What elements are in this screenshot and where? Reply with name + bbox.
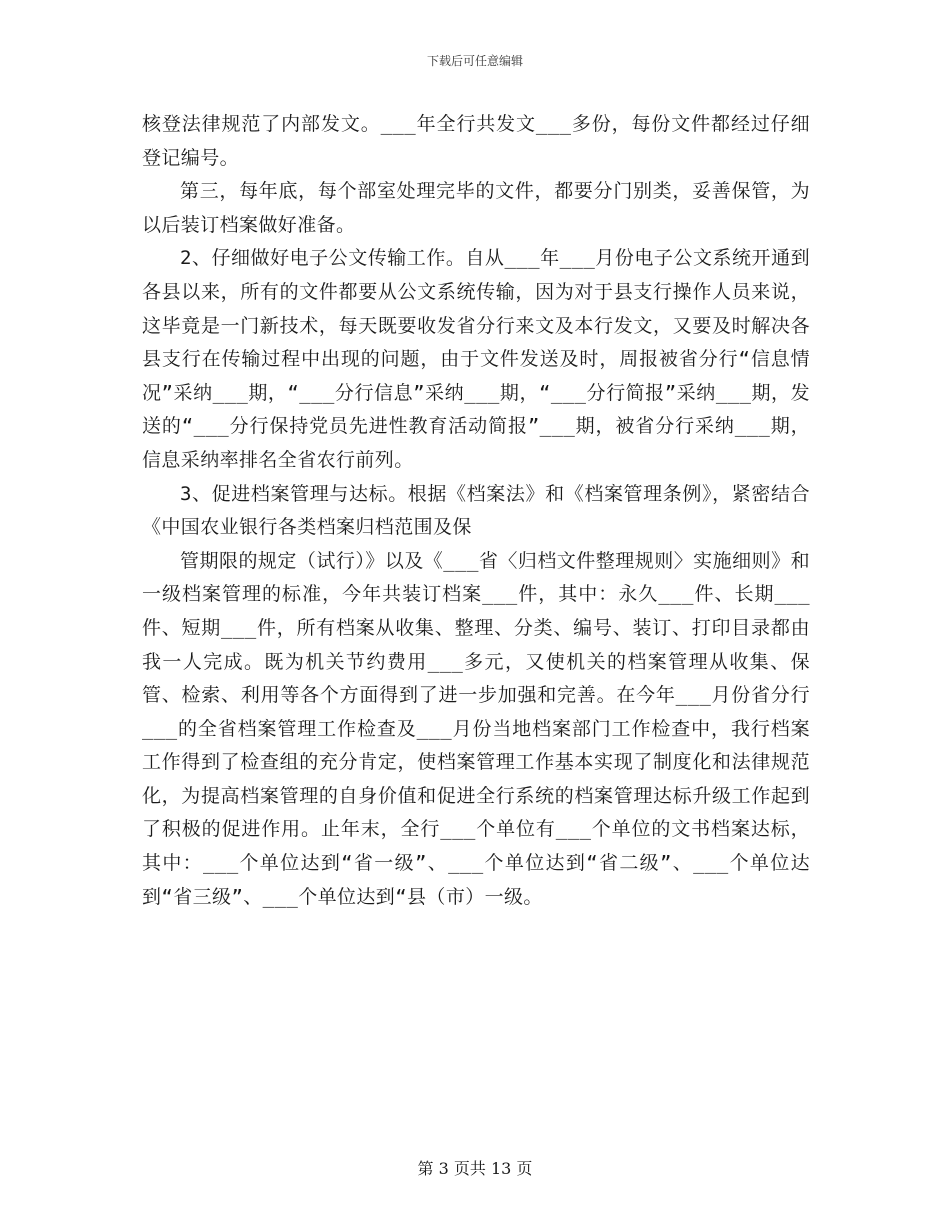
document-body — [142, 108, 810, 914]
paragraph-5: 管期限的规定（试行）》以及《___省〈归档文件整理规则〉实施细则》和一级档案管理的标准，今年共装订档案___件，其中：永久___件、长期___件、短期___件，所有档案从收集、整理、分类、编号、装订、打印目录都由我一人完成。既为机关节约费用___多元，又使机关的档案管理从收集、保管、检索、利用等各个方面得到了进一步加强和完善。在今年___月份省分行___的全省档案管理工作检查及___月份当地档案部门工作检查中，我行档案工作得到了检查组的充分肯定，使档案管理工作基本实现了制度化和法律规范化，为提高档案管理的自身价值和促进全行系统的档案管理达标升级工作起到了积极的促进作用。止年末，全行___个单位有___个单位的文书档案达标，其中：___个单位达到“省一级”、___个单位达到“省二级”、___个单位达到“省三级”、___个单位达到“县（市）一级。 — [142, 549, 810, 908]
page-header: 下载后可任意编辑 — [426, 54, 523, 68]
paragraph-3: 2、仔细做好电子公文传输工作。自从___年___月份电子公文系统开通到各县以来，所有的文件都要从公文系统传输，因为对于县支行操作人员来说，这毕竟是一门新技术，每天既要收发省分行来文及本行发文，又要及时解决各县支行在传输过程中出现的问题，由于文件发送及时，周报被省分行“信息情况”采纳___期，“___分行信息”采纳___期，“___分行简报”采纳___期，发送的“___分行保持党员先进性教育活动简报”___期，被省分行采纳___期，信息采纳率排名全省农行前列。 — [142, 247, 810, 471]
page-footer: 第 3 页共 13 页 — [417, 1159, 533, 1178]
paragraph-4: 3、促进档案管理与达标。根据《档案法》和《档案管理条例》，紧密结合《中国农业银行各类档案归档范围及保 — [142, 482, 810, 539]
paragraph-2: 第三，每年底，每个部室处理完毕的文件，都要分门别类，妥善保管，为以后装订档案做好准备。 — [142, 180, 810, 236]
paragraph-1: 核登法律规范了内部发文。___年全行共发文___多份，每份文件都经过仔细登记编号。 — [142, 113, 810, 169]
